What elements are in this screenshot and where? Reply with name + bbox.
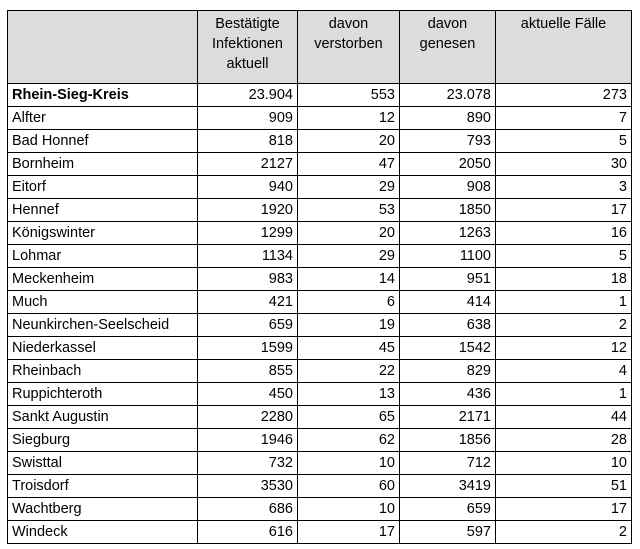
municipality-cell: Rheinbach [8,360,198,383]
municipality-cell: Meckenheim [8,268,198,291]
table-row [8,498,632,521]
table-row [8,222,632,245]
municipality-cell: Ruppichteroth [8,383,198,406]
deceased-cell: 62 [298,429,400,452]
active-cases-cell: 2 [496,314,632,337]
confirmed-infections-cell: 23.904 [198,84,298,107]
municipality-cell: Rhein-Sieg-Kreis [8,84,198,107]
active-cases-cell: 44 [496,406,632,429]
table-row [8,176,632,199]
confirmed-infections-cell: 909 [198,107,298,130]
deceased-cell: 65 [298,406,400,429]
active-cases-cell: 18 [496,268,632,291]
recovered-cell: 414 [400,291,496,314]
recovered-cell: 712 [400,452,496,475]
confirmed-infections-cell: 659 [198,314,298,337]
recovered-cell: 1100 [400,245,496,268]
confirmed-infections-cell: 450 [198,383,298,406]
municipality-cell: Bad Honnef [8,130,198,153]
table-row [8,291,632,314]
active-cases-cell: 1 [496,291,632,314]
deceased-cell: 19 [298,314,400,337]
municipality-cell: Windeck [8,521,198,544]
table-row [8,130,632,153]
recovered-cell: 638 [400,314,496,337]
covid-cases-table [7,10,632,544]
confirmed-infections-cell: 855 [198,360,298,383]
municipality-cell: Neunkirchen-Seelscheid [8,314,198,337]
deceased-cell: 20 [298,130,400,153]
confirmed-infections-cell: 616 [198,521,298,544]
recovered-cell: 1542 [400,337,496,360]
header-confirmed-infections: Bestätigte Infektionen aktuell [198,11,298,84]
municipality-cell: Hennef [8,199,198,222]
header-corner-cell [8,11,198,84]
municipality-cell: Bornheim [8,153,198,176]
recovered-cell: 908 [400,176,496,199]
municipality-cell: Lohmar [8,245,198,268]
municipality-cell: Troisdorf [8,475,198,498]
municipality-cell: Siegburg [8,429,198,452]
municipality-cell: Niederkassel [8,337,198,360]
recovered-cell: 597 [400,521,496,544]
deceased-cell: 12 [298,107,400,130]
active-cases-cell: 7 [496,107,632,130]
deceased-cell: 10 [298,498,400,521]
confirmed-infections-cell: 818 [198,130,298,153]
active-cases-cell: 30 [496,153,632,176]
recovered-cell: 23.078 [400,84,496,107]
recovered-cell: 829 [400,360,496,383]
recovered-cell: 2171 [400,406,496,429]
confirmed-infections-cell: 732 [198,452,298,475]
deceased-cell: 10 [298,452,400,475]
confirmed-infections-cell: 2127 [198,153,298,176]
confirmed-infections-cell: 1946 [198,429,298,452]
municipality-cell: Königswinter [8,222,198,245]
active-cases-cell: 16 [496,222,632,245]
table-row [8,107,632,130]
confirmed-infections-cell: 421 [198,291,298,314]
deceased-cell: 29 [298,245,400,268]
municipality-cell: Eitorf [8,176,198,199]
confirmed-infections-cell: 1134 [198,245,298,268]
table-row [8,337,632,360]
recovered-cell: 3419 [400,475,496,498]
deceased-cell: 29 [298,176,400,199]
active-cases-cell: 5 [496,245,632,268]
table-row [8,383,632,406]
active-cases-cell: 4 [496,360,632,383]
header-recovered: davon genesen [400,11,496,84]
deceased-cell: 53 [298,199,400,222]
deceased-cell: 20 [298,222,400,245]
table-header [8,11,632,84]
deceased-cell: 13 [298,383,400,406]
confirmed-infections-cell: 1299 [198,222,298,245]
recovered-cell: 1850 [400,199,496,222]
deceased-cell: 45 [298,337,400,360]
confirmed-infections-cell: 983 [198,268,298,291]
confirmed-infections-cell: 1920 [198,199,298,222]
confirmed-infections-cell: 940 [198,176,298,199]
table-body [8,84,632,544]
recovered-cell: 951 [400,268,496,291]
table-row [8,199,632,222]
recovered-cell: 793 [400,130,496,153]
active-cases-cell: 17 [496,199,632,222]
active-cases-cell: 12 [496,337,632,360]
active-cases-cell: 273 [496,84,632,107]
deceased-cell: 22 [298,360,400,383]
deceased-cell: 47 [298,153,400,176]
confirmed-infections-cell: 686 [198,498,298,521]
active-cases-cell: 10 [496,452,632,475]
recovered-cell: 2050 [400,153,496,176]
active-cases-cell: 51 [496,475,632,498]
table-row [8,406,632,429]
municipality-cell: Wachtberg [8,498,198,521]
active-cases-cell: 2 [496,521,632,544]
municipality-cell: Alfter [8,107,198,130]
table-row [8,452,632,475]
table-row [8,475,632,498]
active-cases-cell: 28 [496,429,632,452]
municipality-cell: Swisttal [8,452,198,475]
municipality-cell: Much [8,291,198,314]
active-cases-cell: 5 [496,130,632,153]
deceased-cell: 60 [298,475,400,498]
municipality-cell: Sankt Augustin [8,406,198,429]
recovered-cell: 436 [400,383,496,406]
deceased-cell: 553 [298,84,400,107]
header-row [8,11,632,84]
header-active-cases: aktuelle Fälle [496,11,632,84]
table-row [8,314,632,337]
recovered-cell: 1263 [400,222,496,245]
table-row [8,268,632,291]
confirmed-infections-cell: 3530 [198,475,298,498]
recovered-cell: 890 [400,107,496,130]
table-row [8,521,632,544]
table-row [8,429,632,452]
table-row [8,360,632,383]
active-cases-cell: 3 [496,176,632,199]
deceased-cell: 17 [298,521,400,544]
active-cases-cell: 1 [496,383,632,406]
table-row-district-total [8,84,632,107]
recovered-cell: 1856 [400,429,496,452]
table-row [8,245,632,268]
active-cases-cell: 17 [496,498,632,521]
deceased-cell: 14 [298,268,400,291]
recovered-cell: 659 [400,498,496,521]
confirmed-infections-cell: 2280 [198,406,298,429]
confirmed-infections-cell: 1599 [198,337,298,360]
deceased-cell: 6 [298,291,400,314]
table-row [8,153,632,176]
header-deceased: davon verstorben [298,11,400,84]
